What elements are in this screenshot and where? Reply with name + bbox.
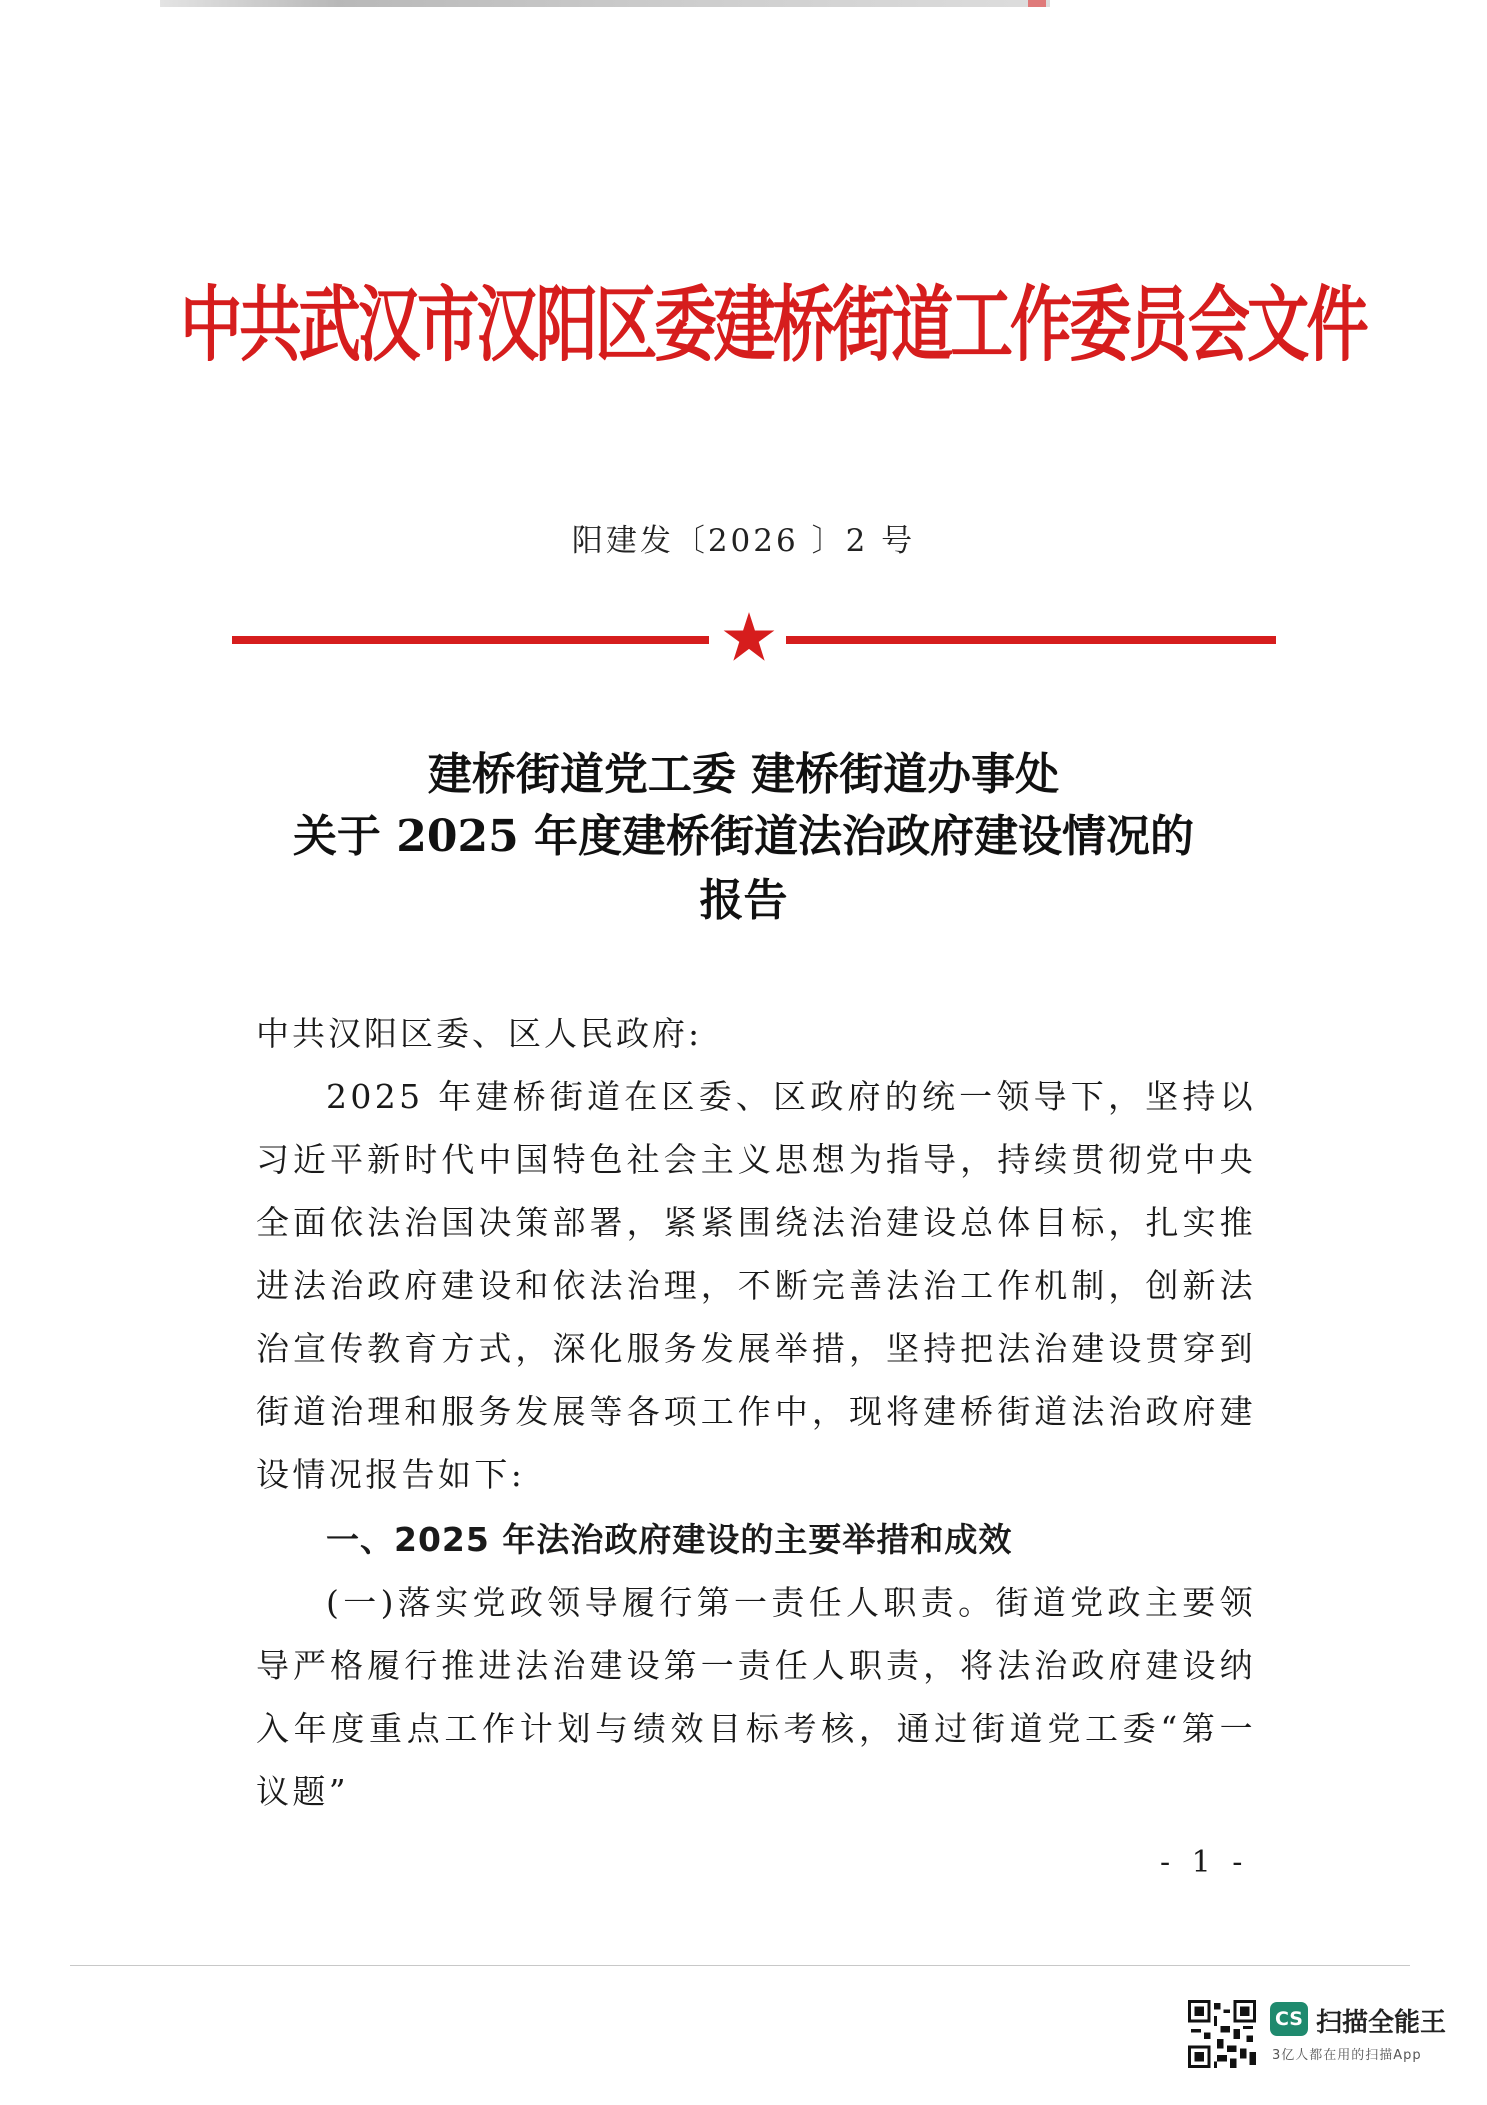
report-title-line1: 建桥街道党工委 建桥街道办事处 <box>427 749 1060 800</box>
footer-divider <box>70 1965 1410 1966</box>
document-body <box>256 1002 1256 1823</box>
report-title-line2: 关于 2025 年度建桥街道法治政府建设情况的 <box>292 811 1195 862</box>
page-number: - 1 - <box>1160 1845 1249 1880</box>
section-heading: 一、2025 年法治政府建设的主要举措和成效 <box>326 1520 1013 1559</box>
scan-top-edge-mark <box>1028 0 1046 7</box>
scan-top-edge <box>160 0 1050 7</box>
camscanner-logo-icon: CS <box>1270 2002 1308 2036</box>
document-number: 阳建发〔2026 〕2 号 <box>571 523 916 559</box>
scanner-app-name: 扫描全能王 <box>1316 2008 1447 2038</box>
scanner-tagline: 3亿人都在用的扫描App <box>1272 2048 1422 2063</box>
red-divider-left <box>232 636 709 644</box>
red-star-icon <box>722 610 776 664</box>
salutation: 中共汉阳区委、区人民政府: <box>256 1014 703 1053</box>
intro-paragraph: 2025 年建桥街道在区委、区政府的统一领导下，坚持以习近平新时代中国特色社会主义思想为指导，持续贯彻党中央全面依法治国决策部署，紧紧围绕法治建设总体目标，扎实推进法治政府建设和依法治理，不断完善法治工作机制，创新法治宣传教育方式，深化服务发展举措，坚持把法治建设贯穿到街道治理和服务发展等各项工作中，现将建桥街道法治政府建设情况报告如下: <box>256 1077 1256 1494</box>
report-title-line3: 报告 <box>699 875 788 926</box>
section-paragraph: (一)落实党政领导履行第一责任人职责。街道党政主要领导严格履行推进法治建设第一责任人职责，将法治政府建设纳入年度重点工作计划与绩效目标考核，通过街道党工委“第一议题” <box>256 1583 1256 1811</box>
document-masthead: 中共武汉市汉阳区委建桥街道工作委员会文件 <box>180 278 1366 373</box>
red-divider-right <box>786 636 1276 644</box>
qr-code-icon <box>1188 2000 1256 2068</box>
scanner-brand <box>1270 2000 1470 2070</box>
